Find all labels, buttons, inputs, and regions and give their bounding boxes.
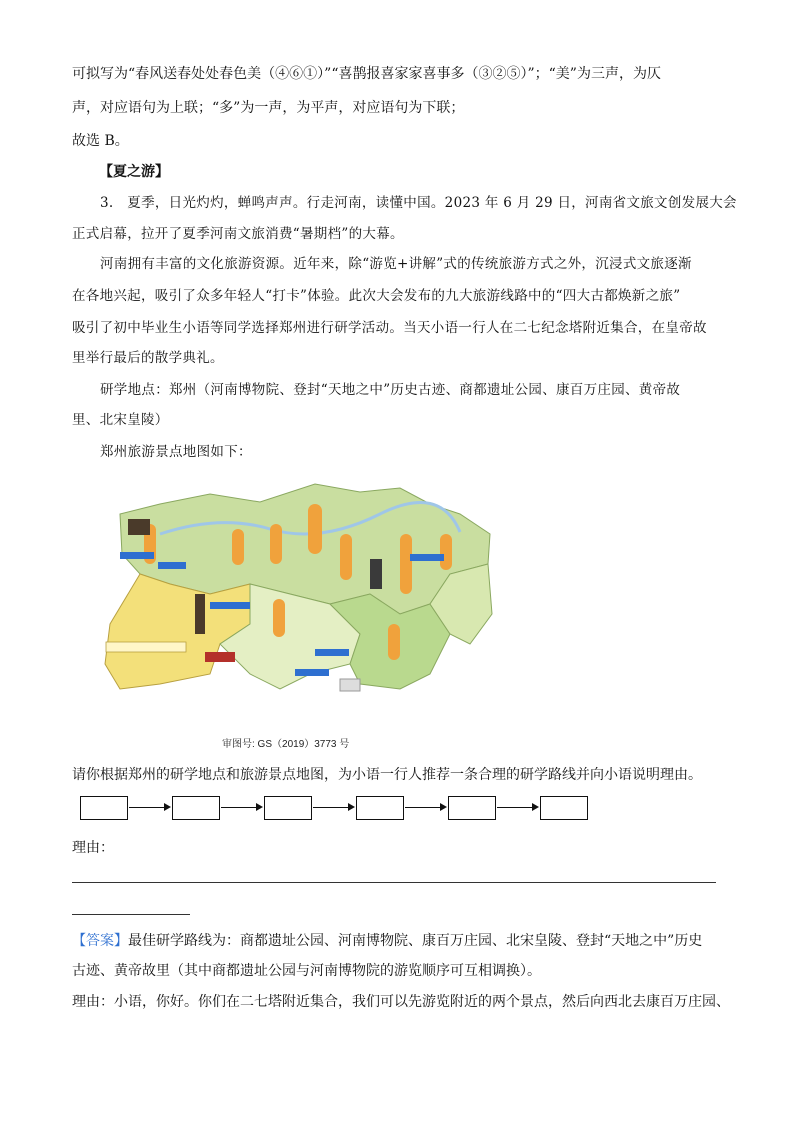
q3-p1-line1: 3. 夏季，日光灼灼，蝉鸣声声。行走河南，读懂中国。2023 年 6 月 29 日，河南省文旅文创发展大会 xyxy=(100,195,737,211)
tianzhizhong-banner xyxy=(106,642,186,652)
route-box-1[interactable] xyxy=(80,796,128,820)
answer-tag: 【答案】 xyxy=(72,933,128,949)
route-arrow-5 xyxy=(497,807,537,808)
q3-p3-line1: 研学地点：郑州（河南博物院、登封“天地之中”历史古迹、商都遗址公园、康百万庄园、黄帝故 xyxy=(100,382,681,398)
prev-line-1: 可拟写为“春风送春处处春色美（④⑥①）”“喜鹊报喜家家喜事多（③②⑤）”；“美”为三声，为仄 xyxy=(72,66,661,82)
q3-p2-line2: 在各地兴起，吸引了众多年轻人“打卡”体验。此次大会发布的九大旅游线路中的“四大古都焕新之旅” xyxy=(72,288,681,304)
reason-label: 理由： xyxy=(72,840,114,856)
footnote-separator xyxy=(72,914,190,915)
landmark-palace xyxy=(205,652,235,662)
q3-p4: 郑州旅游景点地图如下： xyxy=(100,444,252,460)
q3-p1-line2: 正式启幕，拉开了夏季河南文旅消费“暑期档”的大幕。 xyxy=(72,226,404,242)
answer-line-2: 古迹、黄帝故里（其中商都遗址公园与河南博物院的游览顺序可互相调换）。 xyxy=(72,963,541,979)
route-box-4[interactable] xyxy=(356,796,404,820)
map-approval-caption: 审图号: GS（2019）3773 号 xyxy=(222,739,350,750)
route-arrow-1 xyxy=(129,807,169,808)
map-svg xyxy=(100,474,500,704)
q3-p2-line3: 吸引了初中毕业生小语等同学选择郑州进行研学活动。当天小语一行人在二七纪念塔附近集合，在皇帝故 xyxy=(72,320,707,336)
route-arrow-4 xyxy=(405,807,445,808)
answer-line-1 xyxy=(72,931,702,951)
q3-p2-line4: 里举行最后的散学典礼。 xyxy=(72,350,224,366)
map-region-west xyxy=(105,574,250,689)
answer-line-3: 理由：小语，你好。你们在二七塔附近集合，我们可以先游览附近的两个景点，然后向西北去康百万庄园、 xyxy=(72,994,730,1010)
answer-line[interactable] xyxy=(72,882,716,883)
section-title: 【夏之游】 xyxy=(99,164,169,180)
q3-p2-line1: 河南拥有丰富的文化旅游资源。近年来，除“游览+讲解”式的传统旅游方式之外，沉浸式文旅逐渐 xyxy=(100,256,692,272)
route-box-2[interactable] xyxy=(172,796,220,820)
route-arrow-3 xyxy=(313,807,353,808)
q3-p3-line2: 里、北宋皇陵） xyxy=(72,412,169,428)
prev-line-2: 声，对应语句为上联；“多”为一声，为平声，对应语句为下联； xyxy=(72,100,465,116)
landmark-pagoda xyxy=(195,594,205,634)
route-box-3[interactable] xyxy=(264,796,312,820)
route-box-6[interactable] xyxy=(540,796,588,820)
answer-text-1: 最佳研学路线为：商都遗址公园、河南博物院、康百万庄园、北宋皇陵、登封“天地之中”历史 xyxy=(128,933,703,949)
zhengzhou-tourism-map xyxy=(100,474,500,704)
task-prompt: 请你根据郑州的研学地点和旅游景点地图，为小语一行人推荐一条合理的研学路线并向小语说明理由。 xyxy=(72,767,702,783)
landmark-tower xyxy=(370,559,382,589)
landmark-gate xyxy=(128,519,150,535)
route-arrow-2 xyxy=(221,807,261,808)
prev-line-3: 故选 B。 xyxy=(72,133,129,149)
landmark-temple xyxy=(340,679,360,691)
route-box-5[interactable] xyxy=(448,796,496,820)
